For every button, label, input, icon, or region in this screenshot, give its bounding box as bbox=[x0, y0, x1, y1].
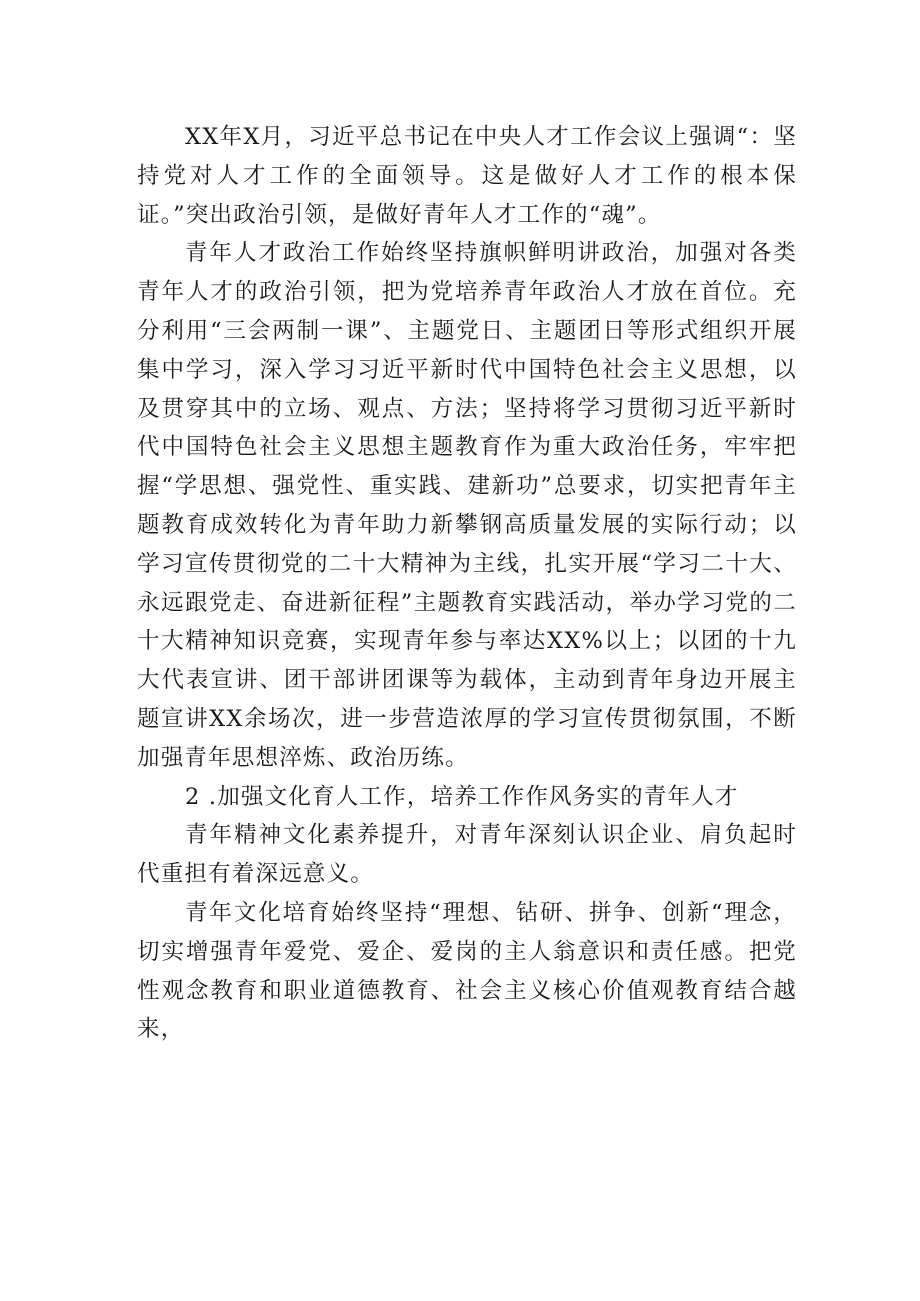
paragraph-4: 青年文化培育始终坚持“理想、钻研、拼争、创新“理念，切实增强青年爱党、爱企、爱岗的主人翁意识和责任感。把党性观念教育和职业道德教育、社会主义核心价值观教育结合越来， bbox=[137, 899, 797, 1043]
paragraph-1: XX年X月，习近平总书记在中央人才工作会议上强调“：坚持党对人才工作的全面领导。这是做好人才工作的根本保证。”突出政治引领，是做好青年人才工作的“魂”。 bbox=[137, 124, 797, 228]
paragraph-3: 青年精神文化素养提升，对青年深刻认识企业、肩负起时代重担有着深远意义。 bbox=[137, 822, 797, 888]
document-body bbox=[137, 118, 797, 1049]
paragraph-2: 青年人才政治工作始终坚持旗帜鲜明讲政治，加强对各类青年人才的政治引领，把为党培养青年政治人才放在首位。充分利用“三会两制一课”、主题党日、主题团日等形式组织开展集中学习，深入学习习近平新时代中国特色社会主义思想，以及贯穿其中的立场、观点、方法；坚持将学习贯彻习近平新时代中国特色社会主义思想主题教育作为重大政治任务，牢牢把握“学思想、强党性、重实践、建新功”总要求，切实把青年主题教育成效转化为青年助力新攀钢高质量发展的实际行动；以学习宣传贯彻党的二十大精神为主线，扎实开展“学习二十大、永远跟党走、奋进新征程”主题教育实践活动，举办学习党的二十大精神知识竞赛，实现青年参与率达XX%以上；以团的十九大代表宣讲、团干部讲团课等为载体，主动到青年身边开展主题宣讲XX余场次，进一步营造浓厚的学习宣传贯彻氛围，不断加强青年思想淬炼、政治历练。 bbox=[137, 240, 797, 771]
section-heading: 2 .加强文化育人工作，培养工作作风务实的青年人才 bbox=[185, 783, 739, 810]
